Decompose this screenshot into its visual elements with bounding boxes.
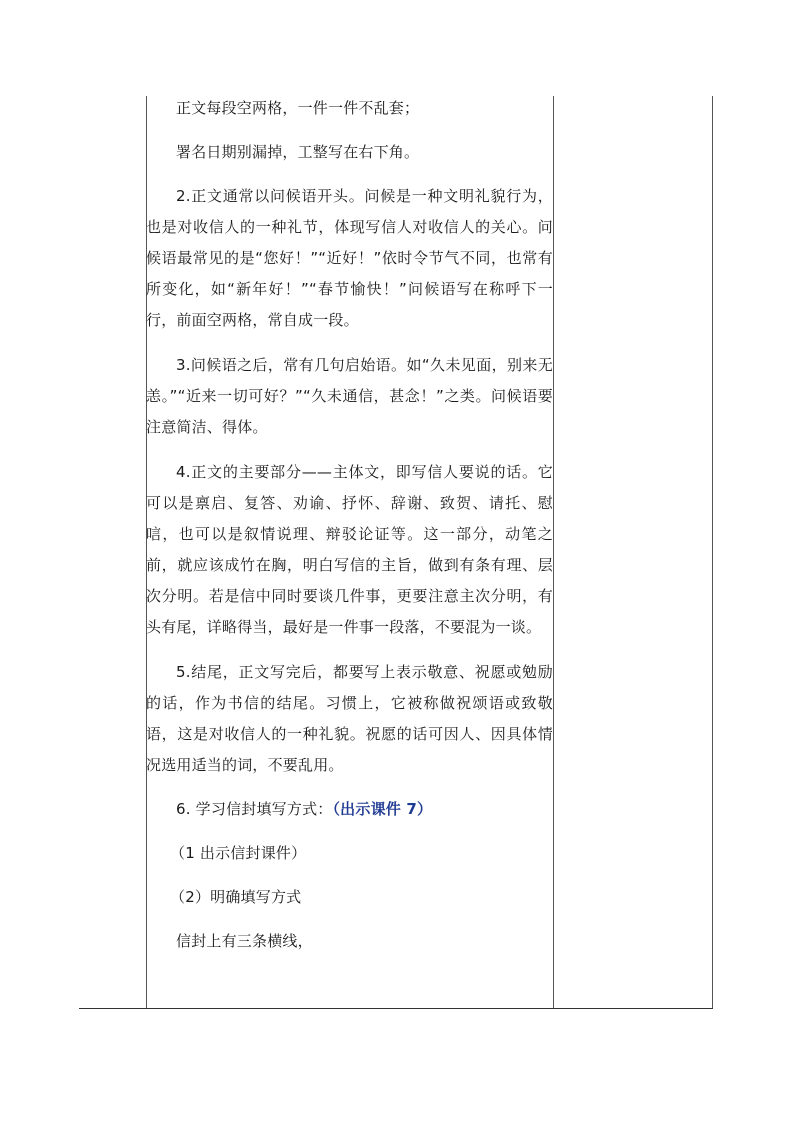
paragraph-main-body: 4.正文的主要部分——主体文，即写信人要说的话。它可以是禀启、复答、劝谕、抒怀、辞谢、致贺、请托、慰唁，也可以是叙情说理、辩驳论证等。这一部分，动笔之前，就应该成竹在胸，明白写信的主旨，做到有条有理、层次分明。若是信中同时要谈几件事，更要注意主次分明，有头有尾，详略得当，最好是一件事一段落，不要混为一谈。	[146, 463, 553, 636]
paragraph-envelope-lines: 信封上有三条横线，	[176, 932, 313, 950]
paragraph-step-2: （2）明确填写方式	[170, 888, 302, 906]
table-right-border	[712, 96, 713, 1009]
paragraph-step-1: （1 出示信封课件）	[170, 844, 307, 862]
table-bottom-border	[79, 1008, 713, 1009]
content-cell	[146, 96, 553, 957]
paragraph-envelope-heading	[146, 794, 553, 825]
paragraph-closing: 5.结尾，正文写完后，都要写上表示敬意、祝愿或勉励的话，作为书信的结尾。习惯上，它被称做祝颂语或致敬语，这是对收信人的一种礼貌。祝愿的话可因人、因具体情况选用适当的词，不要乱用。	[146, 663, 553, 774]
paragraph-greeting: 2.正文通常以问候语开头。问候是一种文明礼貌行为，也是对收信人的一种礼节，体现写信人对收信人的关心。问候语最常见的是“您好！”“近好！”依时令节气不同，也常有所变化，如“新年好！”“春节愉快！”问候语写在称呼下一行，前面空两格，常自成一段。	[146, 187, 553, 329]
paragraph-opening-words: 3.问候语之后，常有几句启始语。如“久未见面，别来无恙。”“近来一切可好？”“久未通信，甚念！”之类。问候语要注意简洁、得体。	[146, 356, 553, 436]
paragraph-rhyme-1: 正文每段空两格，一件一件不乱套；	[176, 99, 420, 117]
courseware-highlight: （出示课件 7）	[332, 800, 433, 818]
paragraph-rhyme-2: 署名日期别漏掉，工整写在右下角。	[176, 143, 420, 161]
envelope-heading-text: 6. 学习信封填写方式：	[176, 800, 333, 818]
column-divider-right	[553, 96, 554, 1009]
